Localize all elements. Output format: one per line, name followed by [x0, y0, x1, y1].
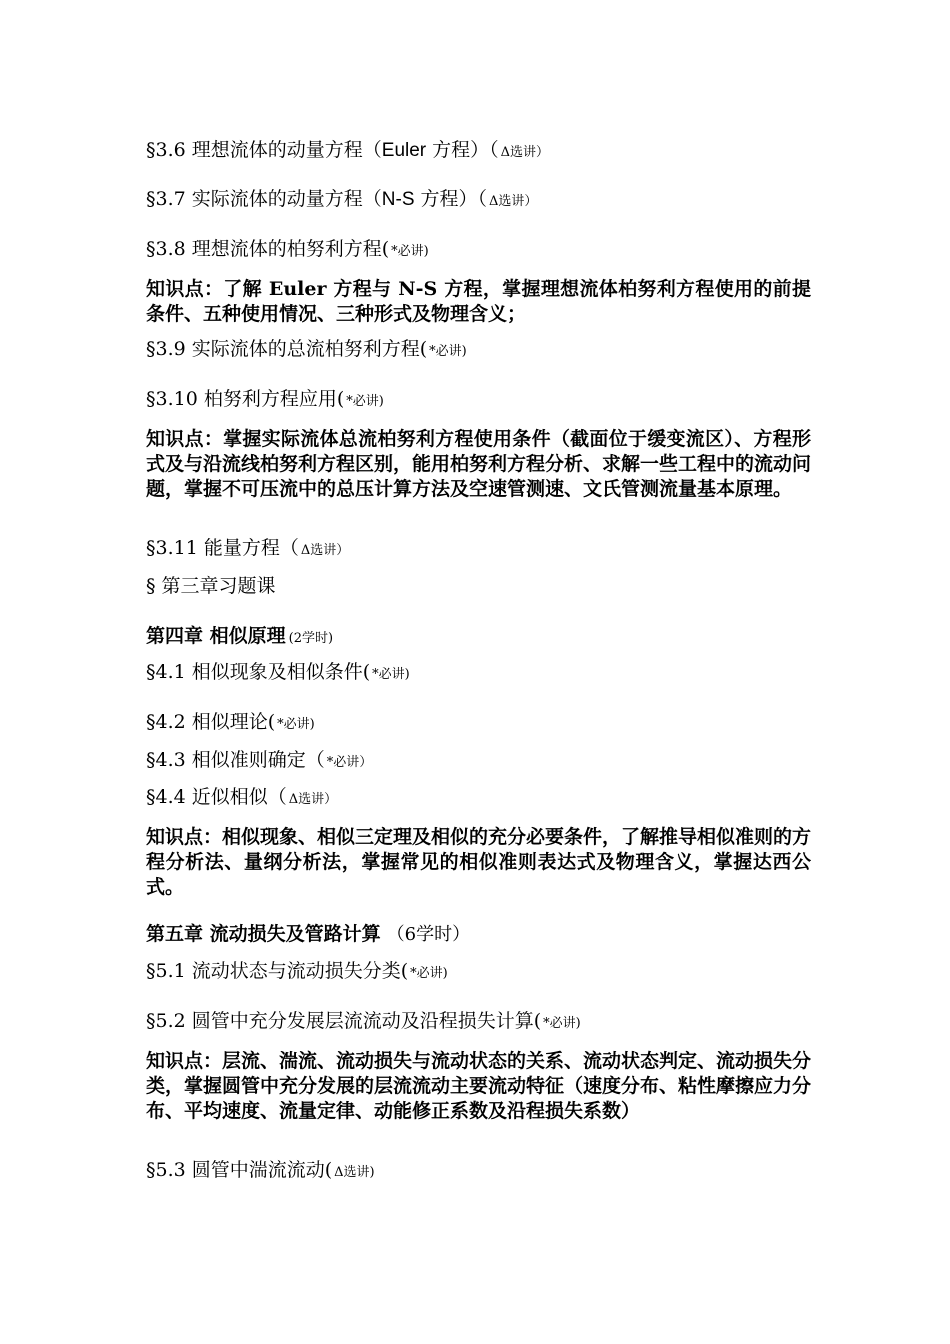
- section-3-9: §3.9 实际流体的总流柏努利方程( *必讲): [146, 338, 467, 360]
- chapter-5-title: 第五章 流动损失及管路计算 （6学时）: [146, 923, 471, 945]
- knowledge-point-4: 知识点：层流、湍流、流动损失与流动状态的关系、流动状态判定、流动损失分类，掌握圆管中充分发展的层流流动主要流动特征（速度分布、粘性摩擦应力分布、平均速度、流量定律、动能修正系数及沿程损失系数）: [146, 1050, 812, 1122]
- section-3-8: §3.8 理想流体的柏努利方程( *必讲): [146, 238, 429, 260]
- knowledge-point-3: 知识点：相似现象、相似三定理及相似的充分必要条件，了解推导相似准则的方程分析法、量纲分析法，掌握常见的相似准则表达式及物理含义，掌握达西公式。: [146, 826, 812, 898]
- section-3-10: §3.10 柏努利方程应用( *必讲): [146, 388, 384, 410]
- chapter-3-exercise: § 第三章习题课: [146, 575, 276, 597]
- knowledge-point-1: 知识点：了解 Euler 方程与 N-S 方程，掌握理想流体柏努利方程使用的前提条件、五种使用情况、三种形式及物理含义；: [146, 278, 811, 325]
- section-5-2: §5.2 圆管中充分发展层流流动及沿程损失计算( *必讲): [146, 1010, 581, 1032]
- chapter-4-title: 第四章 相似原理 (2学时): [146, 625, 334, 647]
- section-3-11: §3.11 能量方程（ Δ选讲）: [146, 537, 350, 559]
- section-5-1: §5.1 流动状态与流动损失分类( *必讲): [146, 960, 448, 982]
- section-4-1: §4.1 相似现象及相似条件( *必讲): [146, 661, 410, 683]
- section-3-7: §3.7 实际流体的动量方程（N-S 方程）（ Δ选讲）: [146, 188, 538, 210]
- section-4-3: §4.3 相似准则确定（ *必讲）: [146, 749, 373, 771]
- knowledge-point-2: 知识点：掌握实际流体总流柏努利方程使用条件（截面位于缓变流区）、方程形式及与沿流线柏努利方程区别，能用柏努利方程分析、求解一些工程中的流动问题，掌握不可压流中的总压计算方法及空速管测速、文氏管测流量基本原理。: [146, 428, 812, 500]
- section-4-4: §4.4 近似相似（ Δ选讲）: [146, 786, 338, 808]
- section-5-3: §5.3 圆管中湍流流动( Δ选讲): [146, 1159, 375, 1181]
- section-4-2: §4.2 相似理论( *必讲): [146, 711, 315, 733]
- section-3-6: §3.6 理想流体的动量方程（Euler 方程）（ Δ选讲）: [146, 139, 550, 161]
